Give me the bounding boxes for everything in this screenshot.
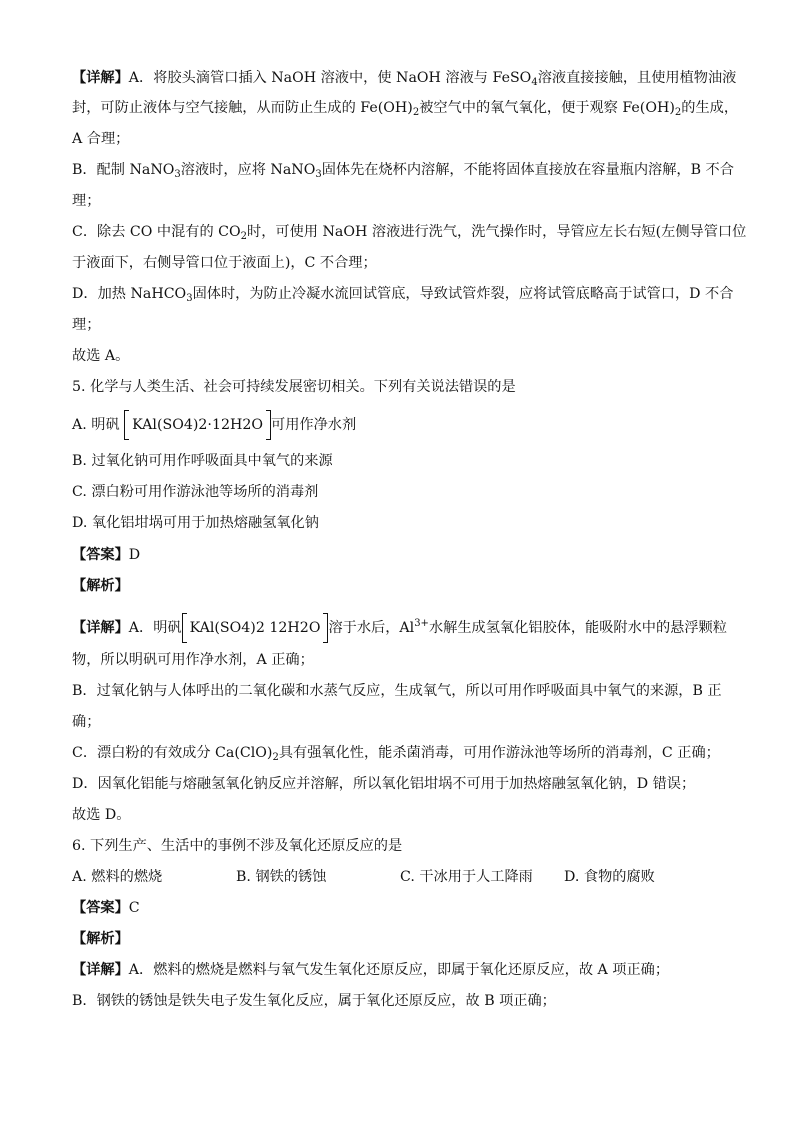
q5-analysis-tag: 【解析】 bbox=[72, 578, 129, 594]
q4-conclusion: 故选 A。 bbox=[72, 348, 130, 364]
answer-tag: 【答案】 bbox=[72, 547, 129, 563]
detail-tag: 【详解】 bbox=[72, 70, 129, 86]
q4-detail-line-5: 理； bbox=[72, 193, 101, 209]
q5-detail-line-1: 【详解】A．明矾 KAl(SO4)2 12H2O 溶于水后，$Al^{3+}$水解生成氢氧化铝胶体，能吸附水中的悬浮颗粒 bbox=[72, 618, 727, 636]
q6-stem: 6. 下列生产、生活中的事例不涉及氧化还原反应的是 bbox=[72, 838, 403, 854]
q5-stem: 5. 化学与人类生活、社会可持续发展密切相关。下列有关说法错误的是 bbox=[72, 379, 516, 395]
answer-value: D bbox=[128, 547, 141, 563]
q5-detail-line-5: C．漂白粉的有效成分 $Ca(ClO)_2$具有强氧化性，能杀菌消毒，可用作游泳池等场所的消毒剂，C 正确； bbox=[72, 745, 720, 763]
answer-tag: 【答案】 bbox=[72, 900, 129, 916]
detail-tag: 【详解】 bbox=[72, 962, 129, 978]
q4-detail-line-2: 封，可防止液体与空气接触，从而防止生成的 $Fe(OH)_2$被空气中的氧气氧化，便于观察 $Fe(OH)_2$的生成， bbox=[72, 100, 739, 118]
q4-detail-line-8: D．加热 NaHCO$_3$固体时，为防止冷凝水流回试管底，导致试管炸裂，应将试管底略高于试管口，D 不合 bbox=[72, 286, 734, 304]
q5-detail-line-2: 物，所以明矾可用作净水剂，A 正确； bbox=[72, 652, 314, 668]
q6-detail-line-1: 【详解】A．燃料的燃烧是燃料与氧气发生氧化还原反应，即属于氧化还原反应，故 A 项正确； bbox=[72, 962, 670, 978]
answer-value: C bbox=[128, 900, 140, 916]
q6-answer bbox=[72, 898, 140, 918]
q4-detail-line-6: C．除去 CO 中混有的 $CO_2$时，可使用 NaOH 溶液进行洗气，洗气操作时，导管应左长右短(左侧导管口位 bbox=[72, 224, 747, 242]
alum-formula: KAl(SO4)2 12H2O bbox=[182, 618, 329, 638]
q5-option-b: B. 过氧化钠可用作呼吸面具中氧气的来源 bbox=[72, 453, 333, 469]
q4-detail-line-1: 【详解】A．将胶头滴管口插入 NaOH 溶液中，使 NaOH 溶液与 FeSO$_4$溶液直接接触，且使用植物油液 bbox=[72, 70, 737, 88]
q5-detail-line-4: 确； bbox=[72, 714, 101, 730]
q5-conclusion: 故选 D。 bbox=[72, 807, 131, 823]
q5-detail-line-3: B．过氧化钠与人体呼出的二氧化碳和水蒸气反应，生成氧气，所以可用作呼吸面具中氧气的来源，B 正 bbox=[72, 683, 722, 699]
q5-option-a: A. 明矾 KAl(SO4)2·12H2O 可用作净水剂 bbox=[72, 417, 357, 433]
q5-option-d: D. 氧化铝坩埚可用于加热熔融氢氧化钠 bbox=[72, 515, 319, 531]
q6-detail-line-2: B．钢铁的锈蚀是铁失电子发生氧化反应，属于氧化还原反应，故 B 项正确； bbox=[72, 993, 556, 1009]
alum-formula: KAl(SO4)2·12H2O bbox=[124, 415, 271, 435]
q6-options bbox=[72, 867, 655, 887]
q4-detail-line-7: 于液面下，右侧导管口位于液面上)，C 不合理； bbox=[72, 255, 377, 271]
q6-option-a: A. 燃料的燃烧 bbox=[72, 869, 163, 885]
q4-detail-line-3: A 合理； bbox=[72, 131, 130, 147]
q6-option-b: B. 钢铁的锈蚀 bbox=[236, 869, 327, 885]
q5-option-c: C. 漂白粉可用作游泳池等场所的消毒剂 bbox=[72, 484, 319, 500]
q6-option-d: D. 食物的腐败 bbox=[564, 869, 655, 885]
q5-detail-line-6: D．因氧化铝能与熔融氢氧化钠反应并溶解，所以氧化铝坩埚不可用于加热熔融氢氧化钠，D 错误； bbox=[72, 776, 696, 792]
detail-tag: 【详解】 bbox=[72, 620, 129, 636]
q6-option-c: C. 干冰用于人工降雨 bbox=[400, 869, 533, 885]
q4-detail-line-9: 理； bbox=[72, 317, 101, 333]
q4-detail-line-4: B．配制 NaNO$_3$溶液时，应将 NaNO$_3$固体先在烧杯内溶解，不能将固体直接放在容量瓶内溶解，B 不合 bbox=[72, 162, 734, 180]
q6-analysis-tag: 【解析】 bbox=[72, 931, 129, 947]
q5-answer bbox=[72, 545, 140, 565]
